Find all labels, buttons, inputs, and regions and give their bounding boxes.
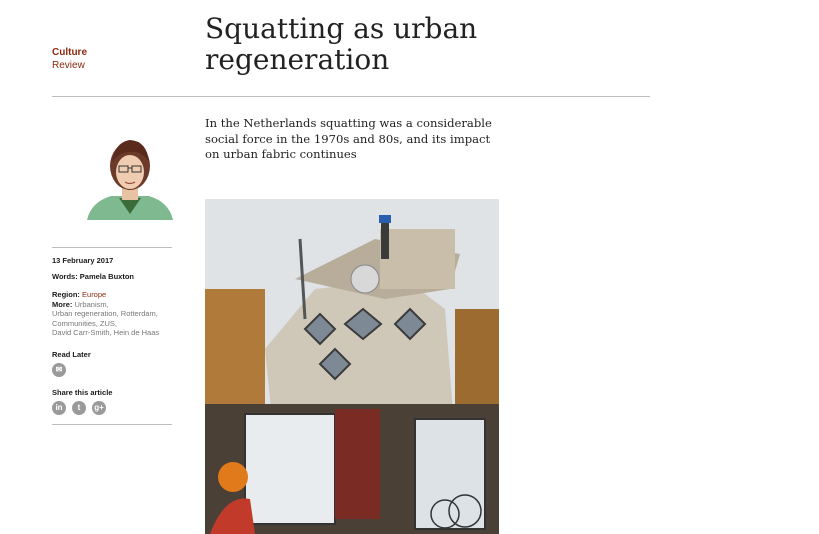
google-plus-icon[interactable]: g+: [92, 401, 106, 415]
article-section: [52, 46, 87, 72]
hero-photo: [205, 199, 499, 534]
article-standfirst: In the Netherlands squatting was a considerable social force in the 1970s and 80s, and its impact on urban fabric continues: [205, 116, 492, 161]
author-line: Words: Pamela Buxton: [52, 272, 134, 281]
share-block: Share this article in t g+: [52, 388, 112, 415]
twitter-icon[interactable]: t: [72, 401, 86, 415]
region-link[interactable]: Europe: [82, 290, 107, 299]
tag-link[interactable]: Urbanism,: [74, 299, 109, 309]
tags-block: Region: Europe More: Urbanism, Urban regeneration, Rotterdam, Communities, ZUS, David Carr-Smith, Hein de Haas: [52, 290, 160, 337]
read-later: Read Later ✉: [52, 350, 91, 377]
category-link[interactable]: Culture: [52, 47, 87, 58]
sidebar-divider-bottom: [52, 424, 172, 425]
tag-link[interactable]: Urban regeneration, Rotterdam,: [52, 309, 158, 318]
author-portrait: [85, 128, 175, 220]
tag-link[interactable]: David Carr-Smith, Hein de Haas: [52, 328, 160, 337]
article-title: Squatting as urban regeneration: [205, 12, 478, 76]
type-link[interactable]: Review: [52, 60, 85, 71]
envelope-icon[interactable]: ✉: [52, 363, 66, 377]
author-link[interactable]: Pamela Buxton: [79, 272, 134, 281]
sidebar-divider-top: [52, 247, 172, 248]
header-divider: [52, 96, 650, 97]
publish-date: 13 February 2017: [52, 256, 114, 265]
linkedin-icon[interactable]: in: [52, 401, 66, 415]
tag-link[interactable]: Communities, ZUS,: [52, 318, 118, 328]
